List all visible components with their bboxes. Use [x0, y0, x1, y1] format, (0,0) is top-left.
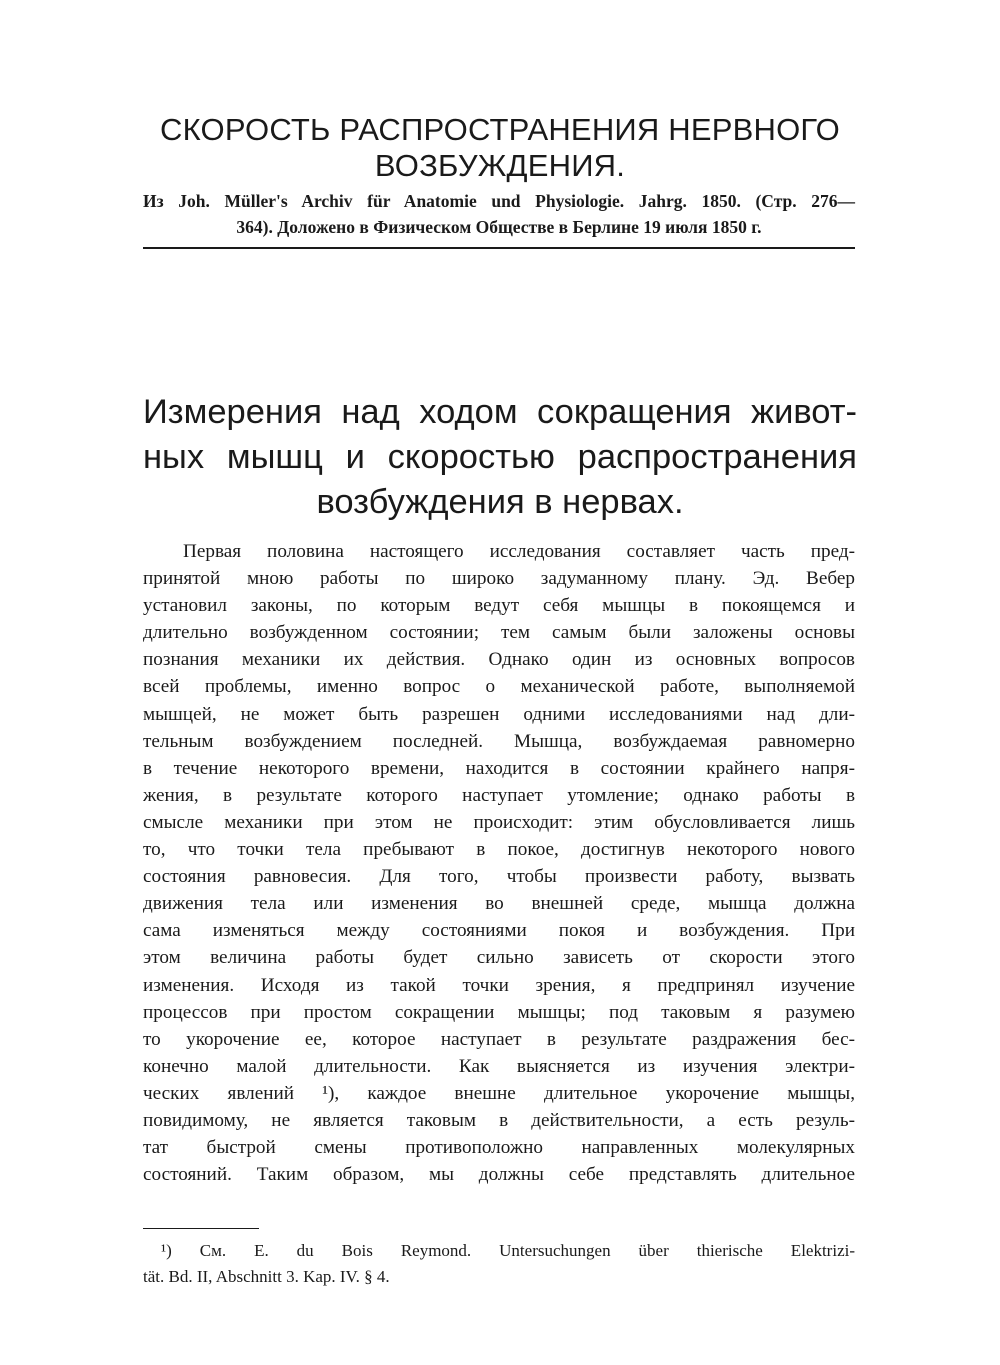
body-line: тат быстрой смены противоположно направленных молекулярных — [143, 1137, 855, 1159]
body-line: движения тела или изменения во внешней среде, мышца должна — [143, 893, 855, 915]
body-line: ческих явлений ¹), каждое внешне длительное укорочение мышцы, — [143, 1082, 855, 1104]
body-line: Первая половина настоящего исследования составляет часть пред- — [183, 541, 855, 562]
chapter-title-line: СКОРОСТЬ РАСПРОСТРАНЕНИЯ НЕРВНОГО — [160, 112, 840, 147]
body-line: смысле механики при этом не происходит: этим обусловливается лишь — [143, 811, 855, 833]
footnote-line: ¹) См. E. du Bois Reymond. Untersuchungen über thierische Elektrizi- — [161, 1241, 855, 1260]
body-line: жения, в результате которого наступает утомление; однако работы в — [143, 784, 855, 806]
chapter-title — [140, 112, 860, 184]
article-title — [143, 390, 857, 525]
body-line: тельным возбуждением последней. Мышца, возбуждаемая равномерно — [143, 730, 855, 752]
body-line: сама изменяться между состояниями покоя и возбуждения. При — [143, 920, 855, 942]
body-line: то, что точки тела пребывают в покое, достигнув некоторого нового — [143, 839, 855, 861]
header-divider — [143, 247, 855, 249]
article-title-line: ных мышц и скоростью распространения — [143, 438, 857, 476]
body-line: состояний. Таким образом, мы должны себе представлять длительное — [143, 1164, 855, 1186]
footnote-line: tät. Bd. II, Abschnitt 3. Kap. IV. § 4. — [143, 1267, 390, 1286]
body-paragraph — [143, 538, 855, 1188]
body-line: длительно возбужденном состоянии; тем самым были заложены основы — [143, 622, 855, 644]
chapter-title-line: ВОЗБУЖДЕНИЯ. — [374, 148, 626, 183]
body-line: всей проблемы, именно вопрос о механической работе, выполняемой — [143, 676, 855, 698]
body-line: в течение некоторого времени, находится в состоянии крайнего напря- — [143, 757, 855, 779]
body-line: установил законы, по которым ведут себя мышцы в покоящемся и — [143, 595, 855, 617]
source-citation-line: Из Joh. Müller's Archiv für Anatomie und Physiologie. Jahrg. 1850. (Стр. 276— — [143, 191, 855, 211]
body-line: повидимому, не является таковым в действительности, а есть резуль- — [143, 1109, 855, 1131]
article-title-line: Измерения над ходом сокращения живот- — [143, 393, 857, 431]
body-line: принятой мною работы по широко задуманному плану. Эд. Вебер — [143, 568, 855, 590]
source-citation-line: 364). Доложено в Физическом Обществе в Берлине 19 июля 1850 г. — [236, 217, 762, 237]
article-title-line: возбуждения в нервах. — [316, 483, 684, 521]
body-line: этом величина работы будет сильно зависеть от скорости этого — [143, 947, 855, 969]
body-line: процессов при простом сокращении мышцы; под таковым я разумею — [143, 1001, 855, 1023]
body-line: познания механики их действия. Однако один из основных вопросов — [143, 649, 855, 671]
body-line: состояния равновесия. Для того, чтобы произвести работу, вызвать — [143, 866, 855, 888]
body-line: конечно малой длительности. Как выясняется из изучения электри- — [143, 1055, 855, 1077]
body-line: мышцей, не может быть разрешен одними исследованиями над дли- — [143, 703, 855, 725]
footnote-divider — [143, 1228, 259, 1229]
body-line: то укорочение ее, которое наступает в результате раздражения бес- — [143, 1028, 855, 1050]
source-citation — [143, 188, 855, 240]
footnote — [143, 1238, 855, 1290]
body-line: изменения. Исходя из такой точки зрения, я предпринял изучение — [143, 974, 855, 996]
